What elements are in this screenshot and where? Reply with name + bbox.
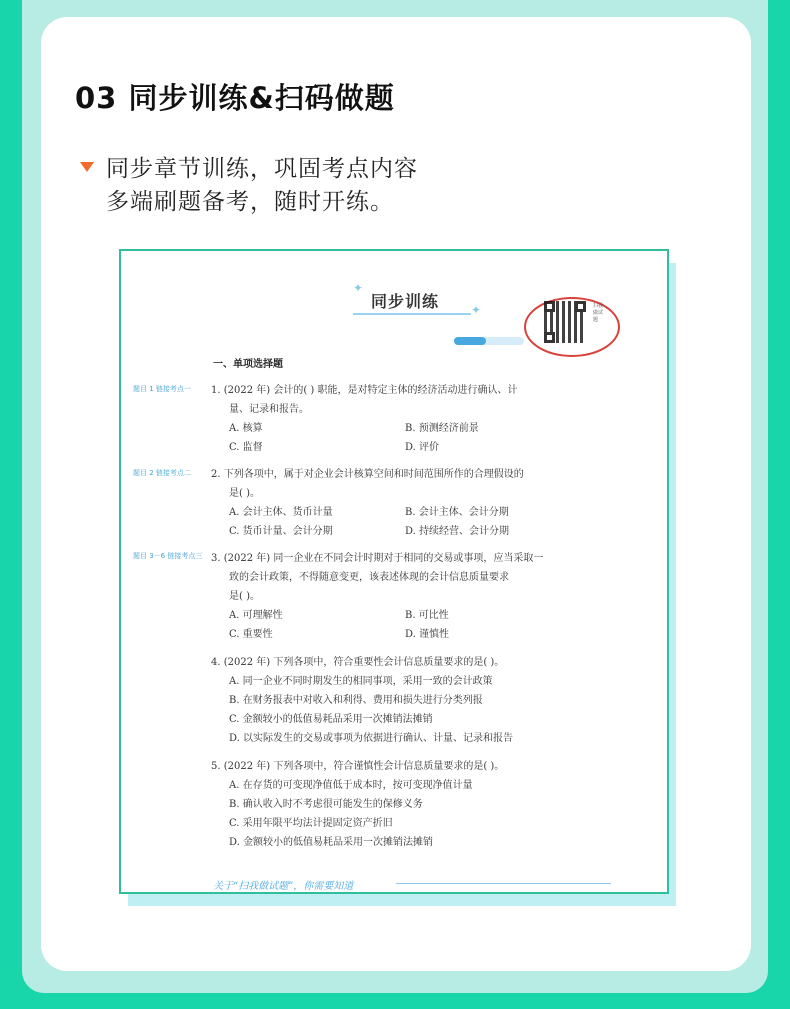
option: B. 预测经济前景 (405, 423, 479, 434)
side-note: 题目 2 链接考点二 (133, 469, 191, 477)
subtitle-line-1: 同步章节训练，巩固考点内容 (106, 156, 418, 182)
question-text: 是( )。 (229, 488, 260, 499)
question-4 (211, 653, 616, 748)
option: C. 金额较小的低值易耗品采用一次摊销法摊销 (229, 714, 433, 725)
question-text: 5. (2022 年) 下列各项中，符合谨慎性会计信息质量要求的是( )。 (211, 761, 505, 772)
question-text: 量、记录和报告。 (229, 404, 309, 415)
title-underline (353, 313, 471, 315)
qr-finder (544, 301, 555, 312)
option: B. 确认收入时不考虑很可能发生的保修义务 (229, 799, 423, 810)
option: D. 金额较小的低值易耗品采用一次摊销法摊销 (229, 837, 434, 848)
option: A. 在存货的可变现净值低于成本时，按可变现净值计量 (229, 780, 473, 791)
qr-finder (575, 301, 586, 312)
option: D. 持续经营、会计分期 (405, 526, 510, 537)
option: C. 重要性 (229, 629, 273, 640)
option: A. 会计主体、货币计量 (229, 507, 333, 518)
sparkle-icon: ✦ (471, 303, 482, 317)
question-1 (211, 381, 616, 457)
question-text: 是( )。 (229, 591, 260, 602)
question-3 (211, 549, 616, 644)
option: C. 监督 (229, 442, 263, 453)
option: C. 采用年限平均法计提固定资产折旧 (229, 818, 393, 829)
option: A. 核算 (229, 423, 263, 434)
option: B. 可比性 (405, 610, 449, 621)
question-2 (211, 465, 616, 541)
option: B. 在财务报表中对收入和利得、费用和损失进行分类列报 (229, 695, 483, 706)
option: B. 会计主体、会计分期 (405, 507, 509, 518)
option: D. 以实际发生的交易或事项为依据进行确认、计量、记录和报告 (229, 733, 514, 744)
question-text: 2. 下列各项中，属于对企业会计核算空间和时间范围所作的合理假设的 (211, 469, 524, 480)
question-5 (211, 757, 616, 852)
option: D. 谨慎性 (405, 629, 450, 640)
qr-caption: 扫我做试题 (593, 303, 604, 323)
qr-finder (544, 332, 555, 343)
option: A. 同一企业不同时期发生的相同事项，采用一致的会计政策 (229, 676, 493, 687)
tag-bar-fill (454, 337, 486, 345)
page-heading: 03 同步训练&扫码做题 (75, 81, 395, 115)
footer-note[interactable]: 关于“扫我做试题”，你需要知道 (213, 881, 354, 892)
question-text: 致的会计政策，不得随意变更，该表述体现的会计信息质量要求 (229, 572, 509, 583)
bullet-triangle-icon (80, 162, 94, 172)
question-text: 1. (2022 年) 会计的( ) 职能，是对特定主体的经济活动进行确认、计 (211, 385, 518, 396)
book-page-title: 同步训练 (371, 292, 440, 311)
question-text: 4. (2022 年) 下列各项中，符合重要性会计信息质量要求的是( )。 (211, 657, 505, 668)
option: A. 可理解性 (229, 610, 283, 621)
section-heading: 一、单项选择题 (213, 359, 283, 370)
book-page-preview (119, 249, 669, 894)
option: D. 评价 (405, 442, 440, 453)
subtitle-line-2: 多端刷题备考，随时开练。 (106, 189, 394, 215)
qr-code-icon[interactable] (544, 301, 586, 343)
question-text: 3. (2022 年) 同一企业在不同会计时期对于相同的交易或事项，应当采取一 (211, 553, 544, 564)
footer-rule (396, 883, 611, 884)
sparkle-icon: ✦ (353, 281, 364, 295)
side-note: 题目 3－6 链接考点三 (133, 552, 203, 560)
option: C. 货币计量、会计分期 (229, 526, 333, 537)
side-note: 题目 1 链接考点一 (133, 385, 191, 393)
